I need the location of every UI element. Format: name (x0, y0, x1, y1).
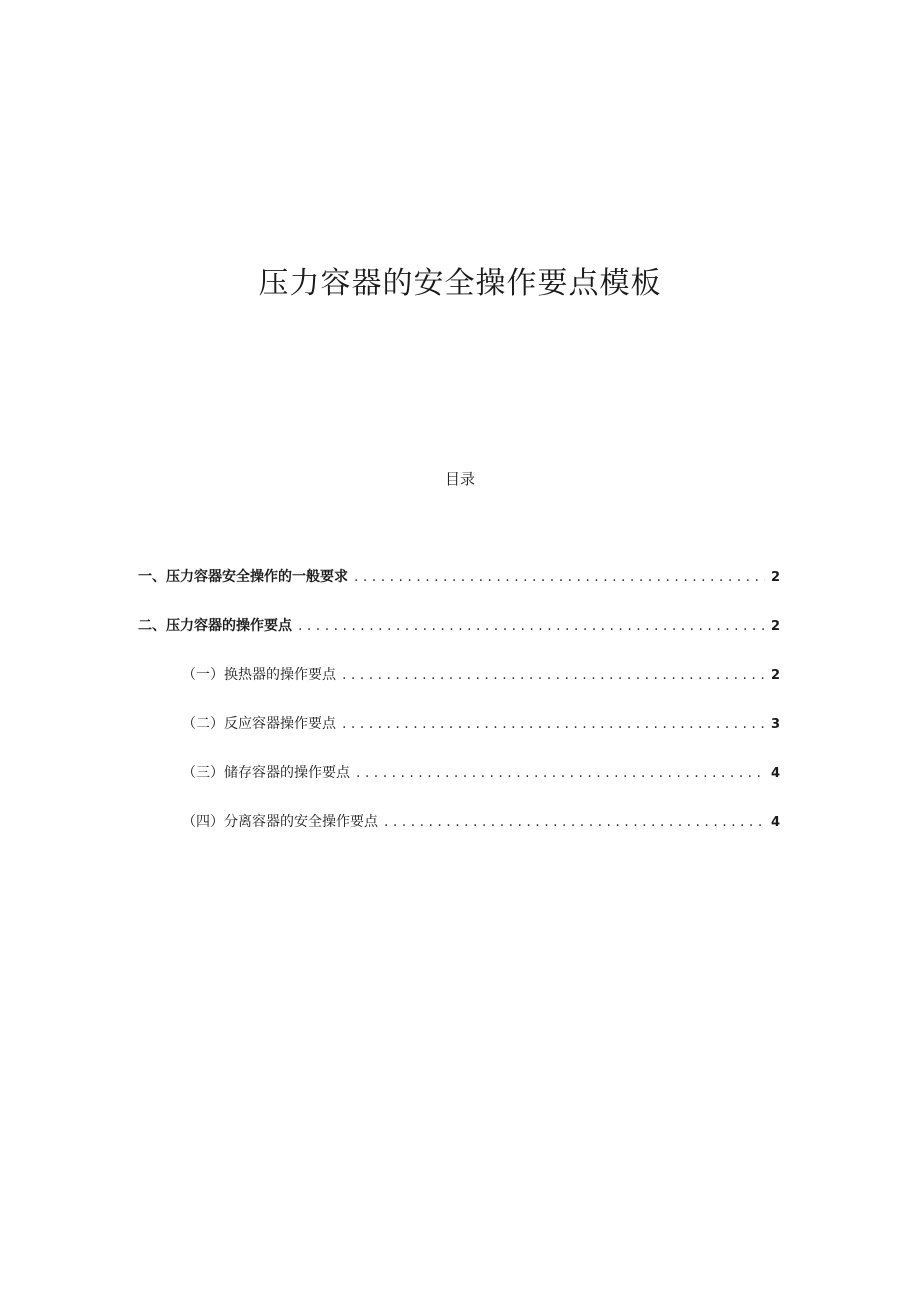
toc-entry-general-requirements[interactable] (138, 565, 780, 589)
toc-entry-text: （四）分离容器的安全操作要点 (182, 814, 378, 830)
toc-dot-leader (342, 663, 765, 687)
table-of-contents (138, 565, 780, 859)
toc-page-number: 2 (770, 570, 780, 585)
toc-page-number: 4 (770, 766, 780, 781)
toc-heading: 目录 (444, 470, 475, 488)
toc-page-number: 2 (770, 619, 780, 634)
toc-dot-leader (298, 614, 765, 638)
toc-entry-operation-points[interactable] (138, 614, 780, 638)
toc-entry-storage-vessel[interactable] (138, 761, 780, 785)
toc-dot-leader (356, 761, 765, 785)
toc-entry-heat-exchanger[interactable] (138, 663, 780, 687)
toc-page-number: 3 (770, 717, 780, 732)
document-title: 压力容器的安全操作要点模板 (258, 266, 662, 301)
toc-entry-text: （二）反应容器操作要点 (182, 716, 336, 732)
toc-dot-leader (384, 810, 765, 834)
toc-entry-text: 一、压力容器安全操作的一般要求 (138, 569, 348, 585)
toc-dot-leader (342, 712, 765, 736)
toc-entry-reaction-vessel[interactable] (138, 712, 780, 736)
toc-page-number: 4 (770, 815, 780, 830)
toc-dot-leader (354, 565, 765, 589)
toc-page-number: 2 (770, 668, 780, 683)
toc-entry-separation-vessel[interactable] (138, 810, 780, 834)
toc-entry-text: （一）换热器的操作要点 (182, 667, 336, 683)
toc-entry-text: （三）储存容器的操作要点 (182, 765, 350, 781)
toc-entry-text: 二、压力容器的操作要点 (138, 618, 292, 634)
